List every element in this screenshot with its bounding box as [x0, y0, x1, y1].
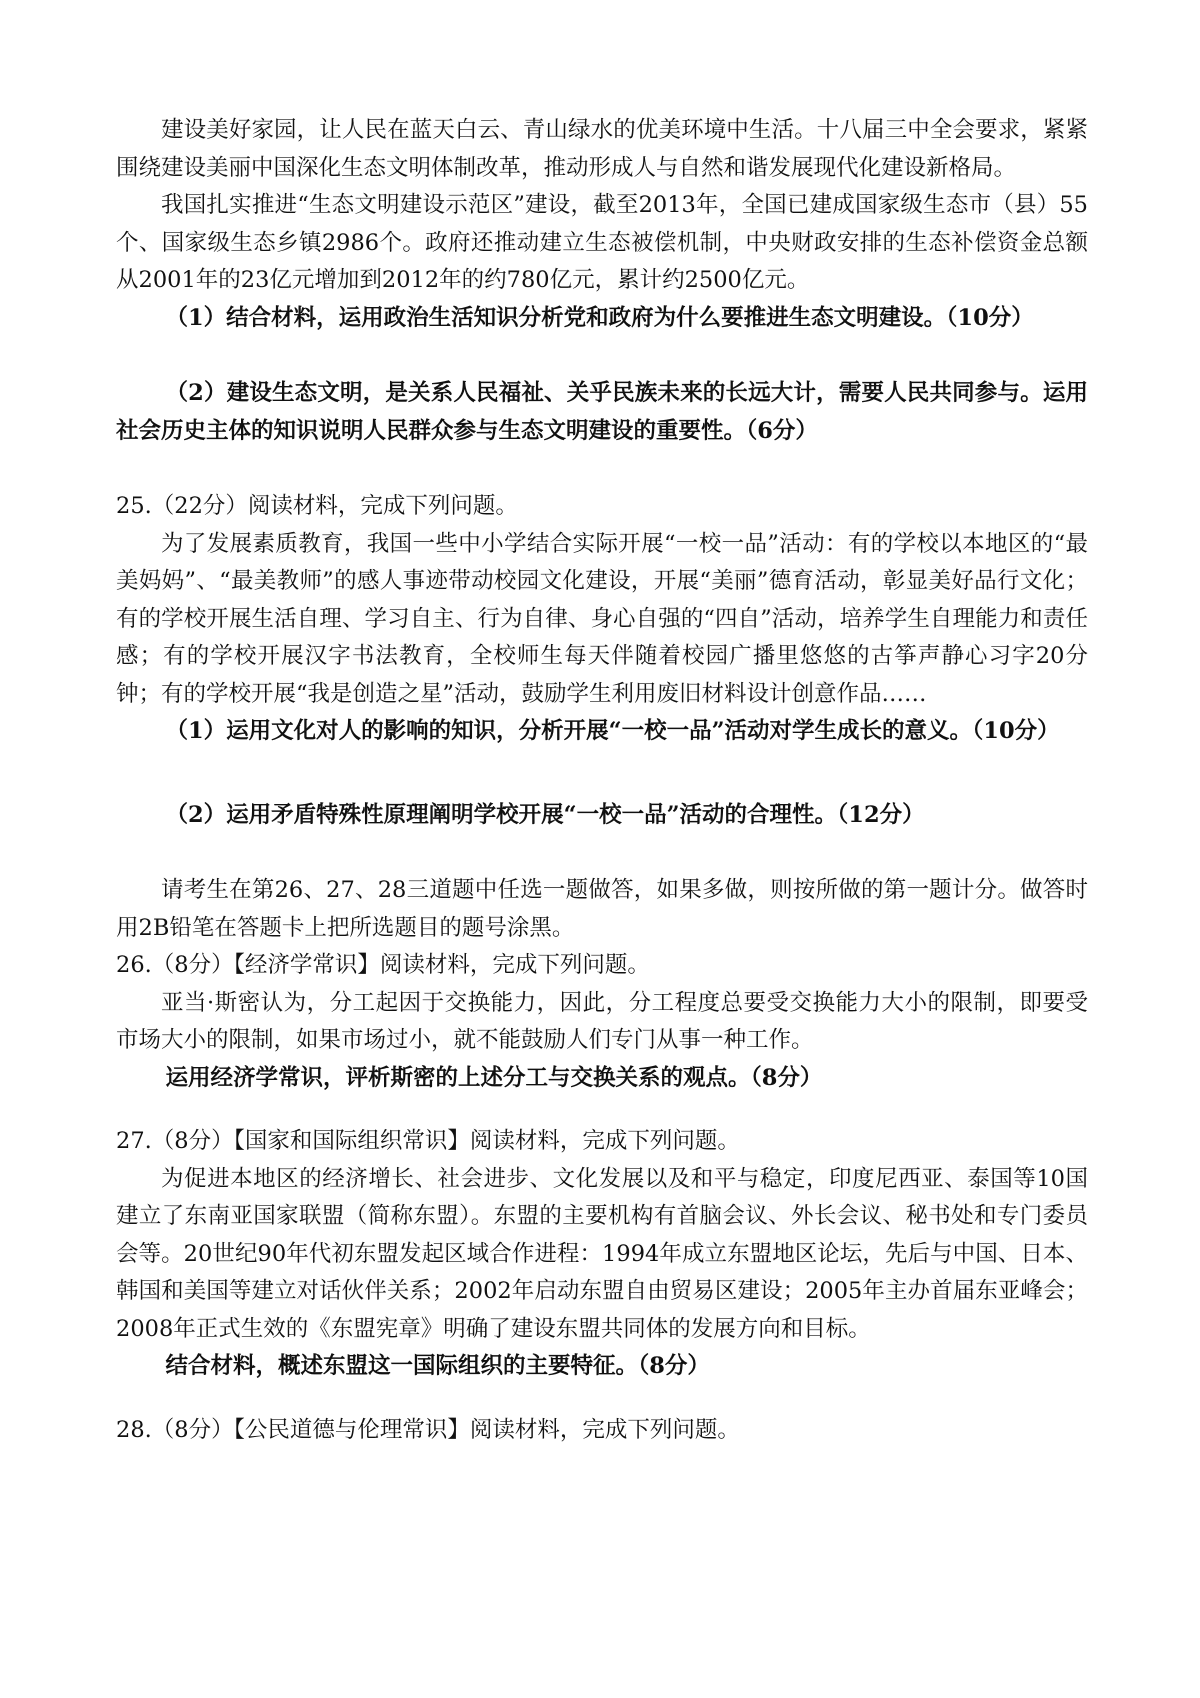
question-25-heading: 25.（22分）阅读材料，完成下列问题。 [116, 493, 518, 519]
question-25-part-1: （1）运用文化对人的影响的知识，分析开展“一校一品”活动对学生成长的意义。（10分） [165, 718, 1060, 744]
document-body [116, 112, 1088, 1449]
question-25-material: 为了发展素质教育，我国一些中小学结合实际开展“一校一品”活动：有的学校以本地区的“最美妈妈”、“最美教师”的感人事迹带动校园文化建设，开展“美丽”德育活动，彰显美好品行文化；有的学校开展生活自理、学习自主、行为自律、身心自强的“四自”活动，培养学生自理能力和责任感；有的学校开展汉字书法教育，全校师生每天伴随着校园广播里悠悠的古筝声静心习字20分钟；有的学校开展“我是创造之星”活动，鼓励学生利用废旧材料设计创意作品…… [116, 530, 1088, 707]
question-25-part-2: （2）运用矛盾特殊性原理阐明学校开展“一校一品”活动的合理性。（12分） [165, 801, 925, 828]
question-24-part-1: （1）结合材料，运用政治生活知识分析党和政府为什么要推进生态文明建设。（10分） [165, 304, 1034, 331]
question-26-material: 亚当·斯密认为，分工起因于交换能力，因此，分工程度总要受交换能力大小的限制，即要受市场大小的限制，如果市场过小，就不能鼓励人们专门从事一种工作。 [116, 989, 1088, 1053]
question-27-heading: 27.（8分）【国家和国际组织常识】阅读材料，完成下列问题。 [116, 1128, 740, 1154]
question-26-prompt: 运用经济学常识，评析斯密的上述分工与交换关系的观点。（8分） [165, 1064, 823, 1091]
question-26-heading: 26.（8分）【经济学常识】阅读材料，完成下列问题。 [116, 952, 650, 978]
material-paragraph-ecology-1: 建设美好家园，让人民在蓝天白云、青山绿水的优美环境中生活。十八届三中全会要求，紧紧围绕建设美丽中国深化生态文明体制改革，推动形成人与自然和谐发展现代化建设新格局。 [116, 117, 1088, 181]
material-paragraph-ecology-2: 我国扎实推进“生态文明建设示范区”建设，截至2013年，全国已建成国家级生态市（县）55个、国家级生态乡镇2986个。政府还推动建立生态被偿机制，中央财政安排的生态补偿资金总额从2001年的23亿元增加到2012年的约780亿元，累计约2500亿元。 [116, 192, 1088, 293]
question-28-heading: 28.（8分）【公民道德与伦理常识】阅读材料，完成下列问题。 [116, 1416, 740, 1443]
question-24-part-2: （2）建设生态文明，是关系人民福祉、关乎民族未来的长远大计，需要人民共同参与。运用社会历史主体的知识说明人民群众参与生态文明建设的重要性。（6分） [116, 380, 1088, 444]
question-27-material: 为促进本地区的经济增长、社会进步、文化发展以及和平与稳定，印度尼西亚、泰国等10国建立了东南亚国家联盟（简称东盟）。东盟的主要机构有首脑会议、外长会议、秘书处和专门委员会等。20世纪90年代初东盟发起区域合作进程：1994年成立东盟地区论坛，先后与中国、日本、韩国和美国等建立对话伙伴关系；2002年启动东盟自由贸易区建设；2005年主办首届东亚峰会；2008年正式生效的《东盟宪章》明确了建设东盟共同体的发展方向和目标。 [116, 1165, 1088, 1342]
question-27-prompt: 结合材料，概述东盟这一国际组织的主要特征。（8分） [165, 1353, 710, 1379]
choose-one-instruction: 请考生在第26、27、28三道题中任选一题做答，如果多做，则按所做的第一题计分。做答时用2B铅笔在答题卡上把所选题目的题号涂黑。 [116, 877, 1088, 941]
